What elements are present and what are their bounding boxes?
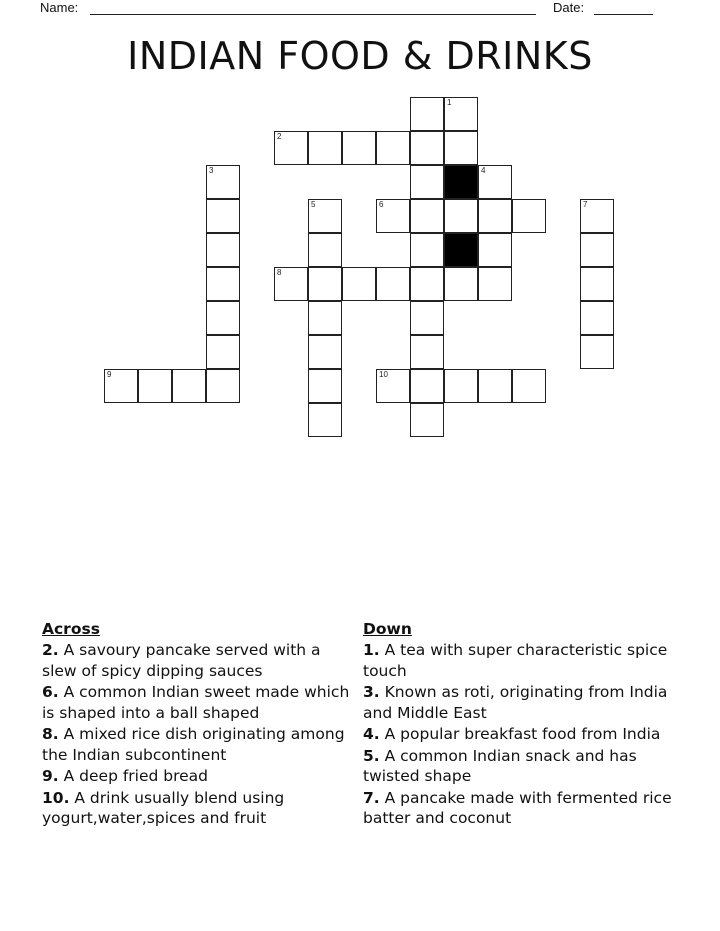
grid-cell-7[interactable] xyxy=(580,199,614,233)
grid-cell-4[interactable] xyxy=(478,165,512,199)
grid-cell[interactable] xyxy=(478,199,512,233)
grid-cell[interactable] xyxy=(410,165,444,199)
clue-down-3 xyxy=(363,682,693,723)
grid-cell[interactable] xyxy=(410,199,444,233)
clue-text: A pancake made with fermented rice batter and coconut xyxy=(363,788,672,827)
clue-text: A deep fried bread xyxy=(63,767,209,785)
clue-text: A savoury pancake served with a slew of spicy dipping sauces xyxy=(42,641,321,680)
grid-cell-3[interactable] xyxy=(206,165,240,199)
clue-across-9 xyxy=(42,766,352,787)
grid-cell[interactable] xyxy=(206,267,240,301)
clue-number: 2. xyxy=(42,641,59,659)
grid-cell[interactable] xyxy=(444,199,478,233)
grid-cell[interactable] xyxy=(580,267,614,301)
grid-cell-5[interactable] xyxy=(308,199,342,233)
crossword-grid xyxy=(0,0,720,460)
grid-cell[interactable] xyxy=(342,131,376,165)
grid-cell[interactable] xyxy=(410,131,444,165)
grid-cell[interactable] xyxy=(376,267,410,301)
clue-number: 3. xyxy=(363,683,380,701)
grid-cell[interactable] xyxy=(444,131,478,165)
clue-number-label: 9 xyxy=(107,370,112,379)
grid-block xyxy=(444,233,478,267)
clue-number: 7. xyxy=(363,788,380,807)
clue-number: 4. xyxy=(363,725,380,743)
clue-down-1 xyxy=(363,640,693,681)
grid-cell[interactable] xyxy=(138,369,172,403)
clue-text: A common Indian sweet made which is shaped into a ball shaped xyxy=(42,683,350,722)
clue-text: A popular breakfast food from India xyxy=(384,725,661,743)
clue-across-2 xyxy=(42,640,352,681)
grid-cell[interactable] xyxy=(206,369,240,403)
across-clues xyxy=(42,618,352,830)
clue-down-5 xyxy=(363,746,693,787)
clue-number-label: 4 xyxy=(481,166,486,175)
clue-across-10 xyxy=(42,788,352,829)
grid-cell-9[interactable] xyxy=(104,369,138,403)
grid-cell[interactable] xyxy=(512,199,546,233)
grid-cell[interactable] xyxy=(410,233,444,267)
grid-cell-6[interactable] xyxy=(376,199,410,233)
grid-cell[interactable] xyxy=(376,131,410,165)
grid-cell[interactable] xyxy=(308,301,342,335)
grid-cell-10[interactable] xyxy=(376,369,410,403)
grid-cell[interactable] xyxy=(308,131,342,165)
clue-text: A common Indian snack and has twisted shape xyxy=(363,746,637,785)
clue-text: A tea with super characteristic spice touch xyxy=(363,641,668,680)
clue-number: 10. xyxy=(42,788,70,807)
grid-cell[interactable] xyxy=(410,301,444,335)
grid-cell[interactable] xyxy=(410,335,444,369)
clue-across-8 xyxy=(42,724,352,765)
grid-cell[interactable] xyxy=(206,199,240,233)
clue-number-label: 1 xyxy=(447,98,452,107)
grid-cell[interactable] xyxy=(308,369,342,403)
grid-cell[interactable] xyxy=(444,369,478,403)
grid-cell[interactable] xyxy=(410,369,444,403)
grid-cell[interactable] xyxy=(206,233,240,267)
clue-number-label: 5 xyxy=(311,200,316,209)
grid-cell[interactable] xyxy=(444,267,478,301)
page-title: INDIAN FOOD & DRINKS xyxy=(127,34,593,78)
grid-cell[interactable] xyxy=(580,233,614,267)
clue-number-label: 10 xyxy=(379,370,388,379)
clue-text: A drink usually blend using yogurt,water,spices and fruit xyxy=(42,788,285,827)
clue-number-label: 8 xyxy=(277,268,282,277)
grid-cell[interactable] xyxy=(478,267,512,301)
grid-cell-1[interactable] xyxy=(444,97,478,131)
grid-cell[interactable] xyxy=(308,233,342,267)
grid-block xyxy=(444,165,478,199)
clue-number-label: 3 xyxy=(209,166,214,175)
grid-cell[interactable] xyxy=(206,301,240,335)
clue-number: 5. xyxy=(363,746,380,765)
grid-cell-8[interactable] xyxy=(274,267,308,301)
grid-cell[interactable] xyxy=(478,233,512,267)
clue-down-7 xyxy=(363,788,693,829)
grid-cell[interactable] xyxy=(172,369,206,403)
grid-cell[interactable] xyxy=(410,267,444,301)
down-clues xyxy=(363,618,693,830)
grid-cell[interactable] xyxy=(308,267,342,301)
grid-cell[interactable] xyxy=(308,335,342,369)
grid-cell[interactable] xyxy=(308,403,342,437)
clue-number: 6. xyxy=(42,683,59,701)
grid-cell[interactable] xyxy=(342,267,376,301)
grid-cell[interactable] xyxy=(580,335,614,369)
clue-number-label: 7 xyxy=(583,200,588,209)
clue-number: 1. xyxy=(363,641,380,659)
clue-down-4 xyxy=(363,724,693,745)
clue-text: Known as roti, originating from India and Middle East xyxy=(363,683,668,722)
date-label: Date: xyxy=(553,0,585,15)
clue-number: 9. xyxy=(42,767,59,785)
clue-number-label: 2 xyxy=(277,132,282,141)
down-heading: Down xyxy=(363,620,412,638)
grid-cell[interactable] xyxy=(478,369,512,403)
across-heading: Across xyxy=(42,620,100,638)
clue-number: 8. xyxy=(42,725,59,743)
grid-cell[interactable] xyxy=(410,97,444,131)
grid-cell[interactable] xyxy=(206,335,240,369)
grid-cell-2[interactable] xyxy=(274,131,308,165)
grid-cell[interactable] xyxy=(410,403,444,437)
clue-across-6 xyxy=(42,682,352,723)
name-label: Name: xyxy=(40,0,79,15)
clue-number-label: 6 xyxy=(379,200,384,209)
grid-cell[interactable] xyxy=(580,301,614,335)
grid-cell[interactable] xyxy=(512,369,546,403)
clue-text: A mixed rice dish originating among the Indian subcontinent xyxy=(42,725,345,764)
